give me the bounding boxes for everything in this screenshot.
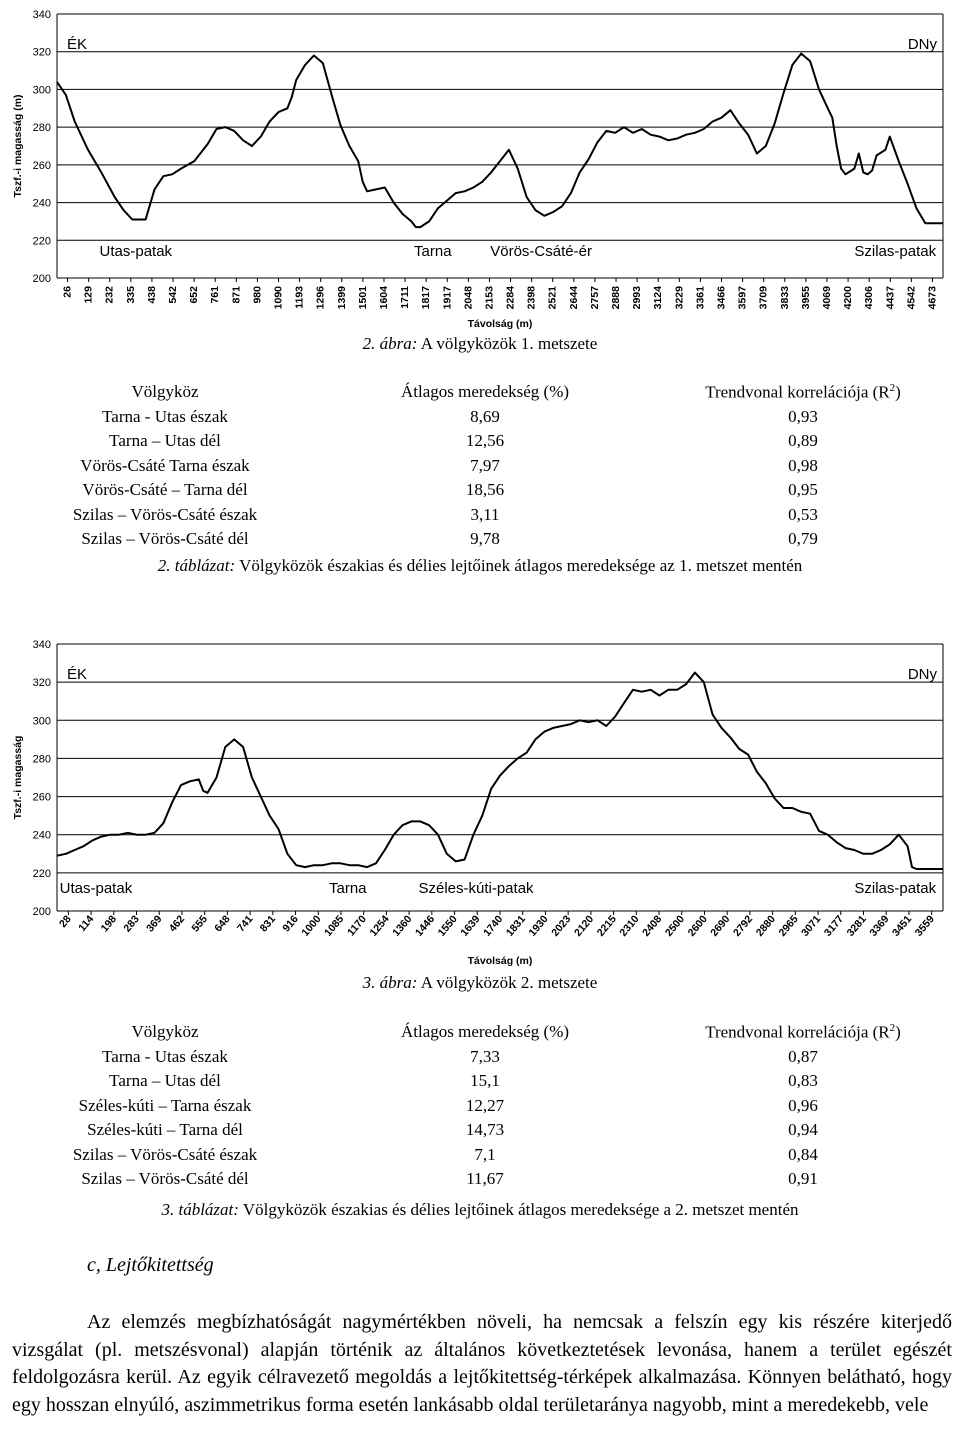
x-tick-label: 3709 [757,286,770,310]
x-tick-label: 3281 [844,913,869,939]
header-meredekseg: Átlagos meredekség (%) [400,382,570,402]
annotation-label: Szilas-patak [854,880,937,897]
y-tick-label: 240 [32,197,51,210]
corner-label-right: DNy [907,36,937,53]
chart-1 [0,0,960,332]
x-tick-label: 1399 [335,286,348,310]
y-tick-label: 280 [32,753,51,766]
x-tick-label: 2023 [549,913,574,939]
x-tick-label: 741 [234,913,256,935]
annotation-label: Utas-patak [59,880,133,897]
table-row: Tarna – Utas dél 12,56 0,89 [109,431,818,451]
x-tick-label: 1917 [441,286,454,310]
x-tick-label: 2880 [753,913,778,939]
x-tick-label: 4200 [842,286,855,310]
figure-caption-2: 3. ábra: A völgyközök 2. metszete [362,973,598,992]
x-tick-label: 2120 [571,913,597,939]
x-tick-label: 1711 [399,286,412,309]
x-tick-label: 2500 [662,913,688,939]
x-tick-label: 3833 [778,286,791,310]
table-row: Széles-kúti – Tarna dél 14,73 0,94 [87,1120,818,1140]
table-header-row [10,1020,956,1045]
x-tick-label: 555 [189,913,210,935]
x-tick-label: 1550 [435,913,460,939]
x-tick-label: 335 [124,286,137,304]
x-tick-label: 4069 [820,286,833,310]
figure-caption-1: 2. ábra: A völgyközök 1. metszete [362,334,598,353]
x-tick-label: 1930 [526,913,551,939]
x-tick-label: 2215 [594,913,619,939]
y-tick-label: 300 [32,84,51,97]
y-tick-label: 260 [32,159,51,172]
header-korrelacio: Trendvonal korrelációja $(R^2)$ [705,381,901,402]
table-row: Vörös-Csáté Tarna észak 7,97 0,98 [80,455,818,475]
body-paragraph: Az elemzés megbízhatóságát nagymértékben növeli, ha nemcsak a felszín egy kis részére kiterjedő vizsgálat (pl. metszésvonal) alapján történik az általános következtetések levonása, hanem a terület egészét feldolgozásra kerül. Az egyik célravezető megoldás a lejtőkitettség-térképek alkalmazása. Könnyen belátható, hogy egy hosszan elnyúló, aszimmetrikus forma esetén lankásabb oldal területaránya nagyobb, mint a meredekebb, vele [12,1311,952,1416]
x-tick-label: 26 [61,286,74,298]
table-caption-1: 2. táblázat: Völgyközök északias és délies lejtőinek átlagos meredeksége az 1. metszet mentén [157,556,803,575]
x-tick-label: 462 [166,913,188,935]
table-1 [10,380,956,552]
table-row: Vörös-Csáté – Tarna dél 18,56 0,95 [82,480,818,500]
x-tick-label: 1740 [481,913,506,939]
elevation-profile-chart-2 [0,630,960,968]
section-heading: c, Lejtőkitettség [87,1254,214,1276]
x-tick-label: 4542 [905,286,918,310]
x-tick-label: 2757 [588,286,601,310]
x-tick-label: 652 [188,286,201,304]
y-tick-label: 340 [32,9,51,21]
table-header-row [10,380,956,405]
y-axis-label: Tszf.-i magasság [12,735,24,820]
header-meredekseg: Átlagos meredekség (%) [400,1022,570,1042]
table-row: Szilas – Vörös-Csáté dél 9,78 0,79 [81,529,818,549]
table-row: Széles-kúti – Tarna észak 12,27 0,96 [78,1095,818,1115]
table-row: Tarna - Utas észak 7,33 0,87 [102,1046,818,1066]
x-tick-label: 2521 [546,286,559,310]
elevation-profile-chart-1 [0,0,960,332]
x-tick-label: 1831 [503,913,529,939]
x-tick-label: 3451 [890,913,915,939]
x-tick-label: 2284 [504,286,517,310]
series-line [57,54,943,228]
table-2 [10,1020,956,1192]
table-row: Tarna - Utas észak 8,69 0,93 [102,406,818,426]
x-tick-label: 2690 [708,913,733,939]
chart-2 [0,630,960,968]
x-tick-label: 3369 [867,913,892,939]
annotation-label: Tarna [414,243,452,260]
x-tick-label: 3124 [652,286,665,310]
y-tick-label: 280 [32,122,51,135]
x-tick-label: 2600 [685,913,710,939]
x-tick-label: 28 [56,913,74,930]
x-tick-label: 3466 [715,286,728,310]
x-tick-label: 3361 [694,286,707,310]
x-tick-label: 831 [257,913,279,935]
x-tick-label: 2310 [617,913,642,939]
x-tick-label: 129 [82,286,95,304]
x-tick-label: 761 [209,286,222,304]
table-row: Tarna – Utas dél 15,1 0,83 [109,1071,818,1091]
x-tick-label: 232 [103,286,116,304]
x-axis-label: Távolság (m) [467,955,533,967]
x-tick-label: 2398 [525,286,538,310]
corner-label-left: ÉK [67,36,88,53]
x-tick-label: 1501 [356,286,369,310]
x-tick-label: 2792 [730,913,756,939]
annotation-label: Vörös-Csáté-ér [490,243,592,260]
table-caption-2: 3. táblázat: Völgyközök északias és délies lejtőinek átlagos meredeksége a 2. metszet mentén [161,1200,799,1219]
x-tick-label: 3597 [736,286,749,310]
x-tick-label: 3071 [799,913,824,939]
x-tick-label: 4673 [926,286,939,310]
x-tick-label: 2644 [567,286,580,310]
y-axis-label: Tszf.-i magasság (m) [12,94,24,198]
x-tick-label: 1170 [345,913,369,939]
y-tick-label: 340 [32,639,51,651]
table-row: Szilas – Vörös-Csáté dél 11,67 0,91 [81,1169,818,1189]
header-volgykoz: Völgyköz [131,1022,199,1042]
x-tick-label: 4437 [884,286,897,310]
y-tick-label: 300 [32,715,51,728]
x-tick-label: 1296 [314,286,327,310]
x-tick-label: 2048 [462,286,475,310]
x-tick-label: 1090 [272,286,285,310]
y-tick-label: 320 [32,46,51,59]
y-tick-label: 200 [32,273,51,285]
x-tick-label: 1254 [367,913,392,939]
x-tick-label: 980 [251,286,264,304]
x-tick-label: 871 [230,286,243,304]
x-tick-label: 2965 [776,913,801,939]
x-tick-label: 198 [98,913,120,935]
annotation-label: Tarna [329,880,367,897]
y-tick-label: 200 [32,906,51,918]
corner-label-right: DNy [907,666,937,683]
x-tick-label: 1085 [322,913,347,939]
y-tick-label: 220 [32,867,51,880]
y-tick-label: 220 [32,235,51,248]
header-volgykoz: Völgyköz [131,382,199,402]
series-line [57,673,943,869]
x-tick-label: 2408 [640,913,665,939]
x-tick-label: 3559 [912,913,937,939]
annotation-label: Utas-patak [99,243,173,260]
x-tick-label: 114 [76,913,97,934]
x-tick-label: 3955 [799,286,812,310]
x-tick-label: 3229 [673,286,686,310]
x-tick-label: 1639 [458,913,483,939]
x-tick-label: 369 [144,913,165,935]
x-tick-label: 3177 [821,913,847,939]
x-tick-label: 648 [212,913,233,935]
annotation-label: Szilas-patak [854,243,937,260]
x-tick-label: 916 [280,913,301,935]
x-tick-label: 1604 [377,286,390,310]
x-tick-label: 1000 [299,913,324,939]
x-tick-label: 438 [145,286,158,304]
y-tick-label: 260 [32,791,51,804]
x-tick-label: 1817 [420,286,433,310]
x-tick-label: 1193 [293,286,306,309]
x-tick-label: 2153 [483,286,496,310]
y-tick-label: 320 [32,677,51,690]
x-tick-label: 4306 [863,286,876,310]
x-tick-label: 542 [167,286,180,304]
x-tick-label: 1446 [412,913,438,939]
y-tick-label: 240 [32,829,51,842]
table-row: Szilas – Vörös-Csáté észak 7,1 0,84 [72,1144,818,1164]
x-tick-label: 2888 [610,286,623,310]
header-korrelacio: Trendvonal korrelációja $(R^2)$ [705,1021,901,1042]
x-tick-label: 1360 [390,913,415,939]
annotation-label: Széles-kúti-patak [418,880,534,897]
corner-label-left: ÉK [67,666,88,683]
x-axis-label: Távolság (m) [467,318,533,330]
x-tick-label: 283 [121,913,142,935]
table-row: Szilas – Vörös-Csáté észak 3,11 0,53 [72,504,818,524]
x-tick-label: 2993 [631,286,644,310]
